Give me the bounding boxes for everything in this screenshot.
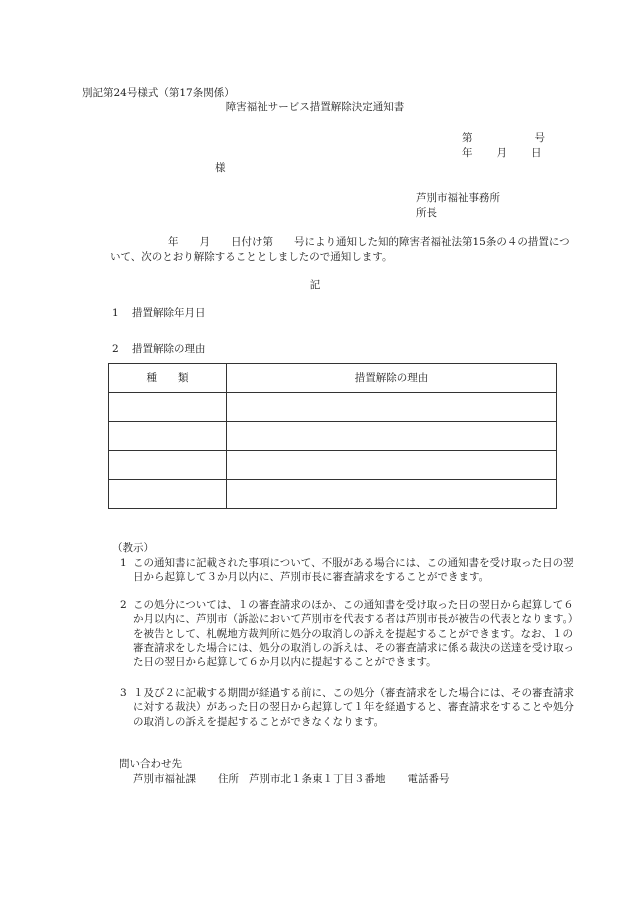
contact-address-label: 住所 [218, 773, 239, 785]
instruction-number: 1 [120, 557, 127, 569]
contact-line [133, 772, 450, 786]
date-month: 月 [496, 147, 507, 159]
cell-type [109, 422, 227, 451]
date-year: 年 [462, 147, 473, 159]
item-number: 1 [112, 307, 119, 319]
instructions-heading: （教示） [112, 542, 154, 554]
item-release-date [112, 306, 206, 320]
table-row [109, 422, 557, 451]
instruction-text: １及び２に記載する期間が経過する前に、この処分（審査請求をした場合には、その審査請求に対する裁決）があった日の翌日から起算して１年を経過すると、審査請求をすることや処分の取消しの訴えを提起することができなくなります。 [133, 687, 574, 728]
cell-reason [227, 422, 557, 451]
date-day: 日 [531, 147, 542, 159]
contact-heading: 問い合わせ先 [119, 758, 182, 770]
notice-number [462, 131, 545, 145]
instruction-item [120, 598, 578, 669]
cell-type [109, 451, 227, 480]
item-label: 措置解除の理由 [132, 343, 206, 355]
notice-date [462, 146, 542, 160]
cell-type [109, 480, 227, 509]
issuing-chief: 所長 [416, 207, 437, 219]
instruction-number: 3 [120, 687, 127, 699]
issuing-office: 芦別市福祉事務所 [416, 192, 500, 204]
instruction-item [120, 556, 578, 585]
number-suffix: 号 [534, 132, 545, 144]
table-row [109, 451, 557, 480]
table-header-row [109, 364, 557, 393]
ki-heading: 記 [309, 279, 321, 291]
document-title: 障害福祉サービス措置解除決定通知書 [225, 101, 405, 113]
header-type: 種 類 [109, 364, 227, 393]
recipient-honorific: 様 [215, 162, 226, 174]
cell-reason [227, 480, 557, 509]
item-label: 措置解除年月日 [132, 307, 206, 319]
instruction-item [120, 686, 578, 729]
cell-reason [227, 393, 557, 422]
contact-dept: 芦別市福祉課 [133, 773, 196, 785]
contact-address: 芦別市北１条東１丁目３番地 [249, 773, 386, 785]
table-row [109, 480, 557, 509]
item-release-reason [112, 342, 206, 356]
instruction-number: 2 [120, 599, 127, 611]
body-text: 年 月 日付け第 号により通知した知的障害者福祉法第15条の４の措置について、次のとおり解除することとしましたので通知します。 [110, 236, 570, 264]
item-number: 2 [112, 343, 119, 355]
header-reason: 措置解除の理由 [227, 364, 557, 393]
instruction-text: この通知書に記載された事項について、不服がある場合には、この通知書を受け取った日の翌日から起算して３か月以内に、芦別市長に審査請求をすることができます。 [133, 557, 574, 584]
table-row [109, 393, 557, 422]
cell-type [109, 393, 227, 422]
contact-phone-label: 電話番号 [407, 773, 450, 785]
reason-table [108, 363, 557, 509]
number-prefix: 第 [462, 132, 473, 144]
cell-reason [227, 451, 557, 480]
instruction-text: この処分については、１の審査請求のほか、この通知書を受け取った日の翌日から起算して６か月以内に、芦別市（訴訟において芦別市を代表する者は芦別市長が被告の代表となります。）を被告として、札幌地方裁判所に処分の取消しの訴えを提起することができます。なお、１の審査請求をした場合には、処分の取消しの訴えは、その審査請求に係る裁決の送達を受け取った日の翌日から起算して６か月以内に提起することができます。 [133, 599, 574, 669]
form-number: 別記第24号様式（第17条関係） [82, 87, 235, 99]
